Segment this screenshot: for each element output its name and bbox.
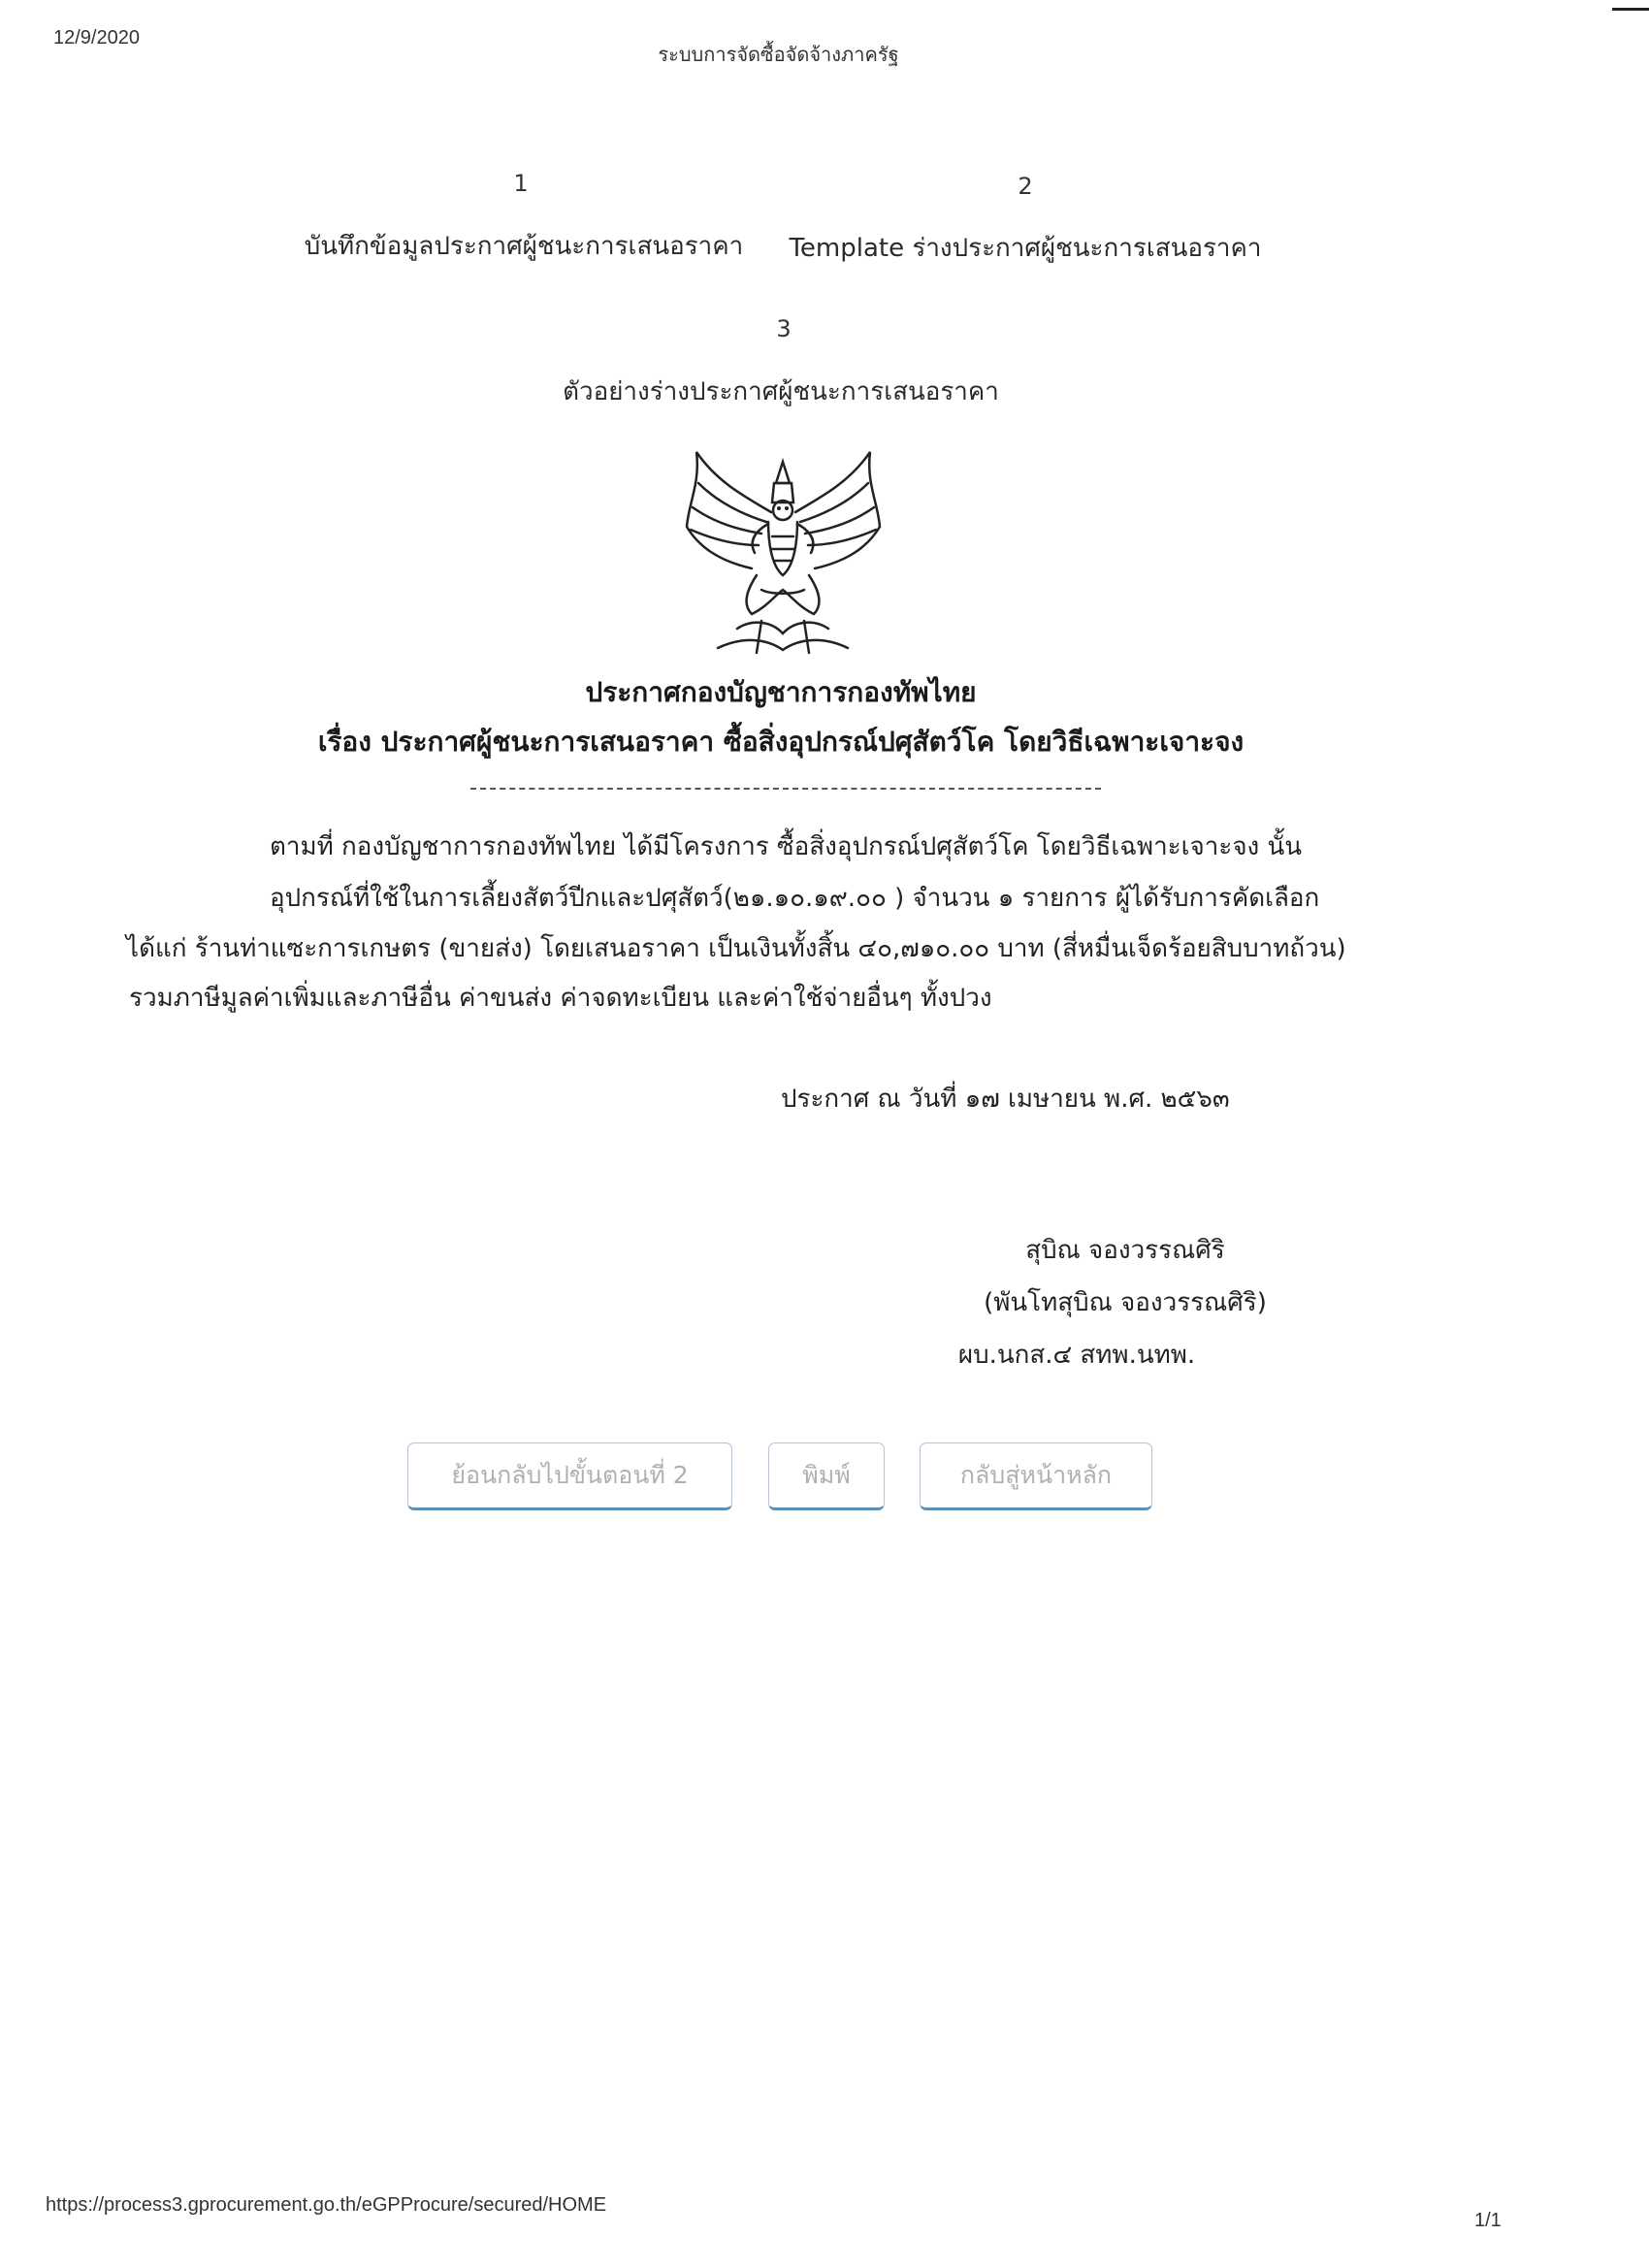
step-3-number: 3 — [776, 315, 792, 342]
divider — [470, 788, 1101, 790]
print-date: 12/9/2020 — [53, 27, 140, 49]
print-page-number: 1/1 — [1474, 2210, 1502, 2231]
print-page-title: ระบบการจัดซื้อจัดจ้างภาครัฐ — [658, 43, 899, 66]
signature-position: ผบ.นกส.๔ สทพ.นทพ. — [957, 1341, 1196, 1370]
step-2-number: 2 — [1018, 173, 1033, 200]
body-line-4: รวมภาษีมูลค่าเพิ่มและภาษีอื่น ค่าขนส่ง ค่าจดทะเบียน และค่าใช้จ่ายอื่นๆ ทั้งปวง — [129, 984, 992, 1013]
body-line-3: ได้แก่ ร้านท่าแซะการเกษตร (ขายส่ง) โดยเสนอราคา เป็นเงินทั้งสิ้น ๔๐,๗๑๐.๐๐ บาท (สี่หมื่นเจ็ดร้อยสิบบาทถ้วน) — [126, 934, 1346, 963]
body-line-2: อุปกรณ์ที่ใช้ในการเลี้ยงสัตว์ปีกและปศุสัตว์(๒๑.๑๐.๑๙.๐๐ ) จำนวน ๑ รายการ ผู้ได้รับการคัดเลือก — [270, 884, 1320, 913]
step-3-label: ตัวอย่างร่างประกาศผู้ชนะการเสนอราคา — [563, 377, 999, 406]
home-button[interactable]: กลับสู่หน้าหลัก — [920, 1442, 1152, 1510]
step-2-label: Template ร่างประกาศผู้ชนะการเสนอราคา — [789, 234, 1262, 263]
garuda-emblem — [679, 444, 888, 660]
step-1-number: 1 — [513, 170, 529, 197]
step-1-label: บันทึกข้อมูลประกาศผู้ชนะการเสนอราคา — [304, 232, 744, 261]
print-url: https://process3.gprocurement.go.th/eGPProcure/secured/HOME — [46, 2194, 607, 2216]
back-to-step-2-button[interactable]: ย้อนกลับไปขั้นตอนที่ 2 — [407, 1442, 732, 1510]
announcement-title: ประกาศกองบัญชาการกองทัพไทย — [585, 676, 977, 708]
signature-full-name: (พันโทสุบิณ จองวรรณศิริ) — [984, 1288, 1267, 1317]
body-line-1: ตามที่ กองบัญชาการกองทัพไทย ได้มีโครงการ ซื้อสิ่งอุปกรณ์ปศุสัตว์โค โดยวิธีเฉพาะเจาะจง นั้น — [270, 832, 1303, 861]
print-button[interactable]: พิมพ์ — [768, 1442, 885, 1510]
announcement-subject: เรื่อง ประกาศผู้ชนะการเสนอราคา ซื้อสิ่งอุปกรณ์ปศุสัตว์โค โดยวิธีเฉพาะเจาะจง — [317, 726, 1245, 758]
corner-mark — [1612, 8, 1649, 11]
signature-name: สุบิณ จองวรรณศิริ — [1025, 1236, 1225, 1265]
announcement-date: ประกาศ ณ วันที่ ๑๗ เมษายน พ.ศ. ๒๕๖๓ — [781, 1085, 1230, 1114]
